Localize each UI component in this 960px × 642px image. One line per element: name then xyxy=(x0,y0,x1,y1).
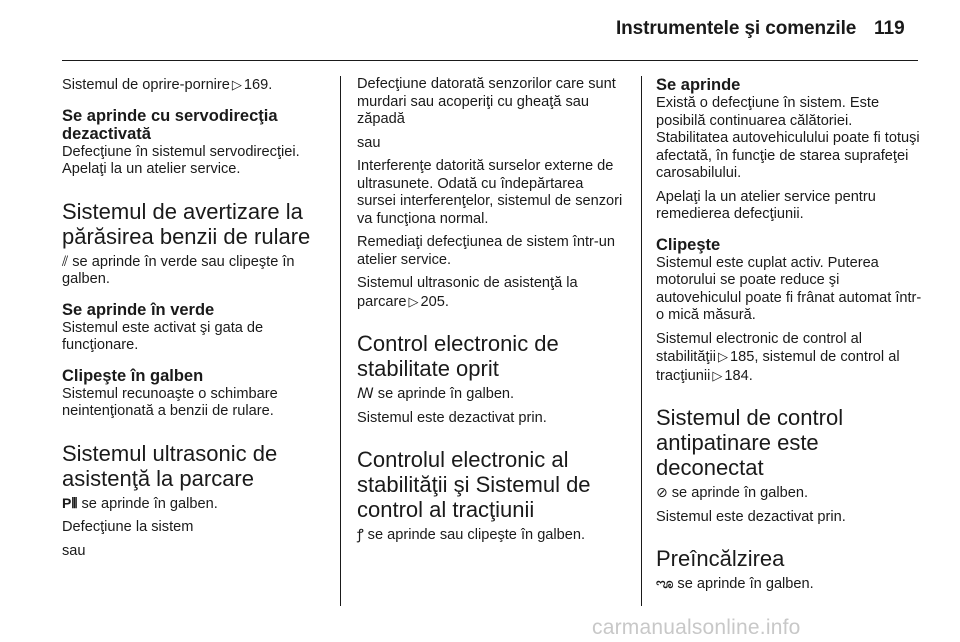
text-parking: P⦀ se aprinde în galben. xyxy=(62,494,218,512)
text-sau-2: sau xyxy=(357,134,381,151)
text-esc-tc: ꝭ se aprinde sau clipeşte în galben. xyxy=(357,526,586,543)
text-esc-off-2: Sistemul este dezactivat prin. xyxy=(357,409,547,426)
text-servo: Defecţiune în sistemul servodirecţiei. Apelaţi la un atelier service. xyxy=(62,143,300,177)
column-3 xyxy=(656,76,922,600)
column-1 xyxy=(62,76,328,566)
reference-arrow-icon: ▷ xyxy=(718,349,729,364)
column-divider-1 xyxy=(340,76,341,606)
heading-parking: Sistemul ultrasonic de asistenţă la parcare xyxy=(62,440,278,491)
text-esc-off: ꟿ se aprinde în galben. xyxy=(357,385,515,402)
text-control-ref: Sistemul electronic de control al stabilităţii ▷ 185, sistemul de control al tracţiunii ▷ 184. xyxy=(656,330,900,384)
column-divider-2 xyxy=(641,76,642,606)
text-remedy: Remediaţi defecţiunea de sistem într-un atelier service. xyxy=(357,234,615,268)
header-rule xyxy=(62,60,918,61)
esc-icon: ꝭ xyxy=(357,526,364,542)
text-sau: sau xyxy=(62,542,86,559)
text-fault: Defecţiune la sistem xyxy=(62,519,194,535)
heading-preheating: Preîncălzirea xyxy=(656,546,785,571)
text-ultrasonic-ref: Sistemul ultrasonic de asistenţă la parcare ▷ 205. xyxy=(357,275,578,310)
heading-lights-on: Se aprinde xyxy=(656,76,741,94)
text-flashes: Sistemul este cuplat activ. Puterea motorului se poate reduce şi autovehiculul poate fi frânat automat într-o mică măsură. xyxy=(656,254,922,323)
heading-servo: Se aprinde cu servodirecţia dezactivată xyxy=(62,106,278,143)
heading-lane-departure: Sistemul de avertizare la părăsirea benzii de rulare xyxy=(62,198,311,249)
preheating-coil-icon: ೡ xyxy=(656,575,674,591)
text-lights-on-1: Există o defecţiune în sistem. Este posibilă continuarea călătoriei. Stabilitatea autovehiculului poate fi totuşi afectată, în funcţie de starea suprafeţei carosabilului. xyxy=(656,95,920,181)
heading-flashes: Clipeşte xyxy=(656,235,721,254)
text-preheating: ೡ se aprinde în galben. xyxy=(656,575,814,592)
text-interference: Interferenţe datorită surselor externe de ultrasunete. Odată cu îndepărtarea sursei interferenţelor, sistemul de senzori va funcţiona normal. xyxy=(357,158,623,227)
reference-arrow-icon: ▷ xyxy=(231,77,242,92)
heading-green: Se aprinde în verde xyxy=(62,300,215,319)
start-stop-ref: Sistemul de oprire-pornire ▷ 169. xyxy=(62,77,273,93)
column-2 xyxy=(357,76,625,551)
text-blink: Sistemul recunoaşte o schimbare neintenţionată a benzii de rulare. xyxy=(62,385,278,419)
text-tc-off: ⊘ se aprinde în galben. xyxy=(656,484,809,501)
text-lane: ⫽ se aprinde în verde sau clipeşte în galben. xyxy=(62,252,295,287)
header-title: Instrumentele şi comenzile xyxy=(616,18,857,39)
reference-arrow-icon: ▷ xyxy=(408,293,419,309)
reference-arrow-icon: ▷ xyxy=(712,367,723,383)
heading-esc-tc: Controlul electronic al stabilităţii şi Sistemul de control al tracţiunii xyxy=(357,447,591,522)
text-green: Sistemul este activat şi gata de funcţionare. xyxy=(62,319,264,353)
lane-departure-icon: ⫽ xyxy=(62,252,69,269)
traction-control-off-icon: ⊘ xyxy=(656,484,668,500)
page-number: 119 xyxy=(874,18,905,39)
heading-esc-off: Control electronic de stabilitate oprit xyxy=(357,331,559,381)
text-tc-off-2: Sistemul este dezactivat prin. xyxy=(656,508,846,525)
heading-blink: Clipeşte în galben xyxy=(62,366,204,385)
watermark: carmanualsonline.info xyxy=(592,616,801,639)
heading-tc-off: Sistemul de control antipatinare este deconectat xyxy=(656,405,844,480)
parking-assist-icon: P⦀ xyxy=(62,494,78,511)
esc-off-icon: ꟿ xyxy=(357,385,374,401)
text-lights-on-2: Apelaţi la un atelier service pentru remedierea defecţiunii. xyxy=(656,188,876,222)
text-dirty-sensors: Defecţiune datorată senzorilor care sunt murdari sau acoperiţi cu gheaţă sau zăpadă xyxy=(357,76,616,127)
